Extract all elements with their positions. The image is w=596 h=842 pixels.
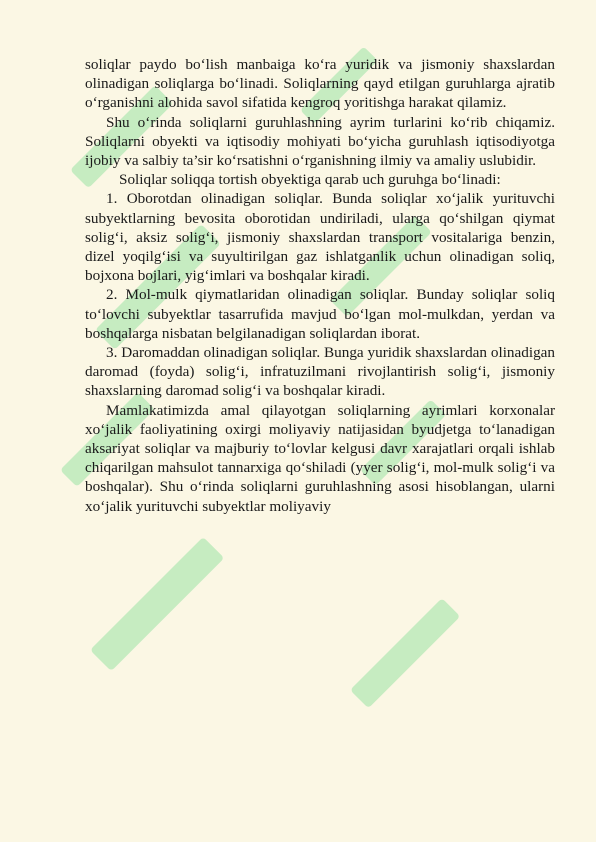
list-item-1: 1. Oborotdan olinadigan soliqlar. Bunda soliqlar xo‘jalik yurituvchi subyektlarning bevosita oborotidan undiriladi, ularga qo‘shilgan qiymat solig‘i, aksiz solig‘i, jismoniy shaxslardan transport vositalariga benzin, dizel yoqilg‘isi va suyultirilgan gaz ishlatganlik uchun olinadigan soliq, bojxona bojlari, yig‘imlari va boshqalar kiradi. — [85, 190, 555, 285]
page-body — [85, 55, 555, 516]
paragraph-1: soliqlar paydo bo‘lish manbaiga ko‘ra yuridik va jismoniy shaxslardan olinadigan soliqlarga bo‘linadi. Soliqlarning qayd etilgan guruhlarga ajratib o‘rganishni alohida savol sifatida kengroq yoritishga harakat qilamiz. — [85, 56, 555, 112]
paragraph-4: Mamlakatimizda amal qilayotgan soliqlarning ayrimlari korxonalar xo‘jalik faoliyatining oxirgi moliyaviy natijasidan byudjetga to‘lanadigan aksariyat soliqlar va majburiy to‘lovlar kelgusi davr xarajatlari orqali ishlab chiqarilgan mahsulot tannarxiga qo‘shiladi (yyer solig‘i, mol-mulk solig‘i va boshqalar). Shu o‘rinda soliqlarni guruhlashning asosi hisoblangan, ularni xo‘jalik yurituvchi subyektlar moliyaviy — [85, 401, 555, 515]
list-item-2: 2. Mol-mulk qiymatlaridan olinadigan soliqlar. Bunday soliqlar soliq to‘lovchi subyektlar tasarrufida mavjud bo‘lgan mol-mulkdan, yerdan va boshqalarga nisbatan belgilanadigan soliqlardan iborat. — [85, 286, 555, 342]
paragraph-2: Shu o‘rinda soliqlarni guruhlashning ayrim turlarini ko‘rib chiqamiz. Soliqlarni obyekti va iqtisodiy mohiyati bo‘yicha guruhlash iqtisodiyotga ijobiy va salbiy ta’sir ko‘rsatishni o‘rganishning ilmiy va amaliy uslubidir. — [85, 113, 555, 170]
paragraph-3: Soliqlar soliqqa tortish obyektiga qarab uch guruhga bo‘linadi: — [119, 171, 501, 189]
list-item-3: 3. Daromaddan olinadigan soliqlar. Bunga yuridik shaxslardan olinadigan daromad (foyda) solig‘i, infratuzilmani rivojlantirish solig‘i, jismoniy shaxslarning daromad solig‘i va boshqalar kiradi. — [85, 344, 555, 400]
